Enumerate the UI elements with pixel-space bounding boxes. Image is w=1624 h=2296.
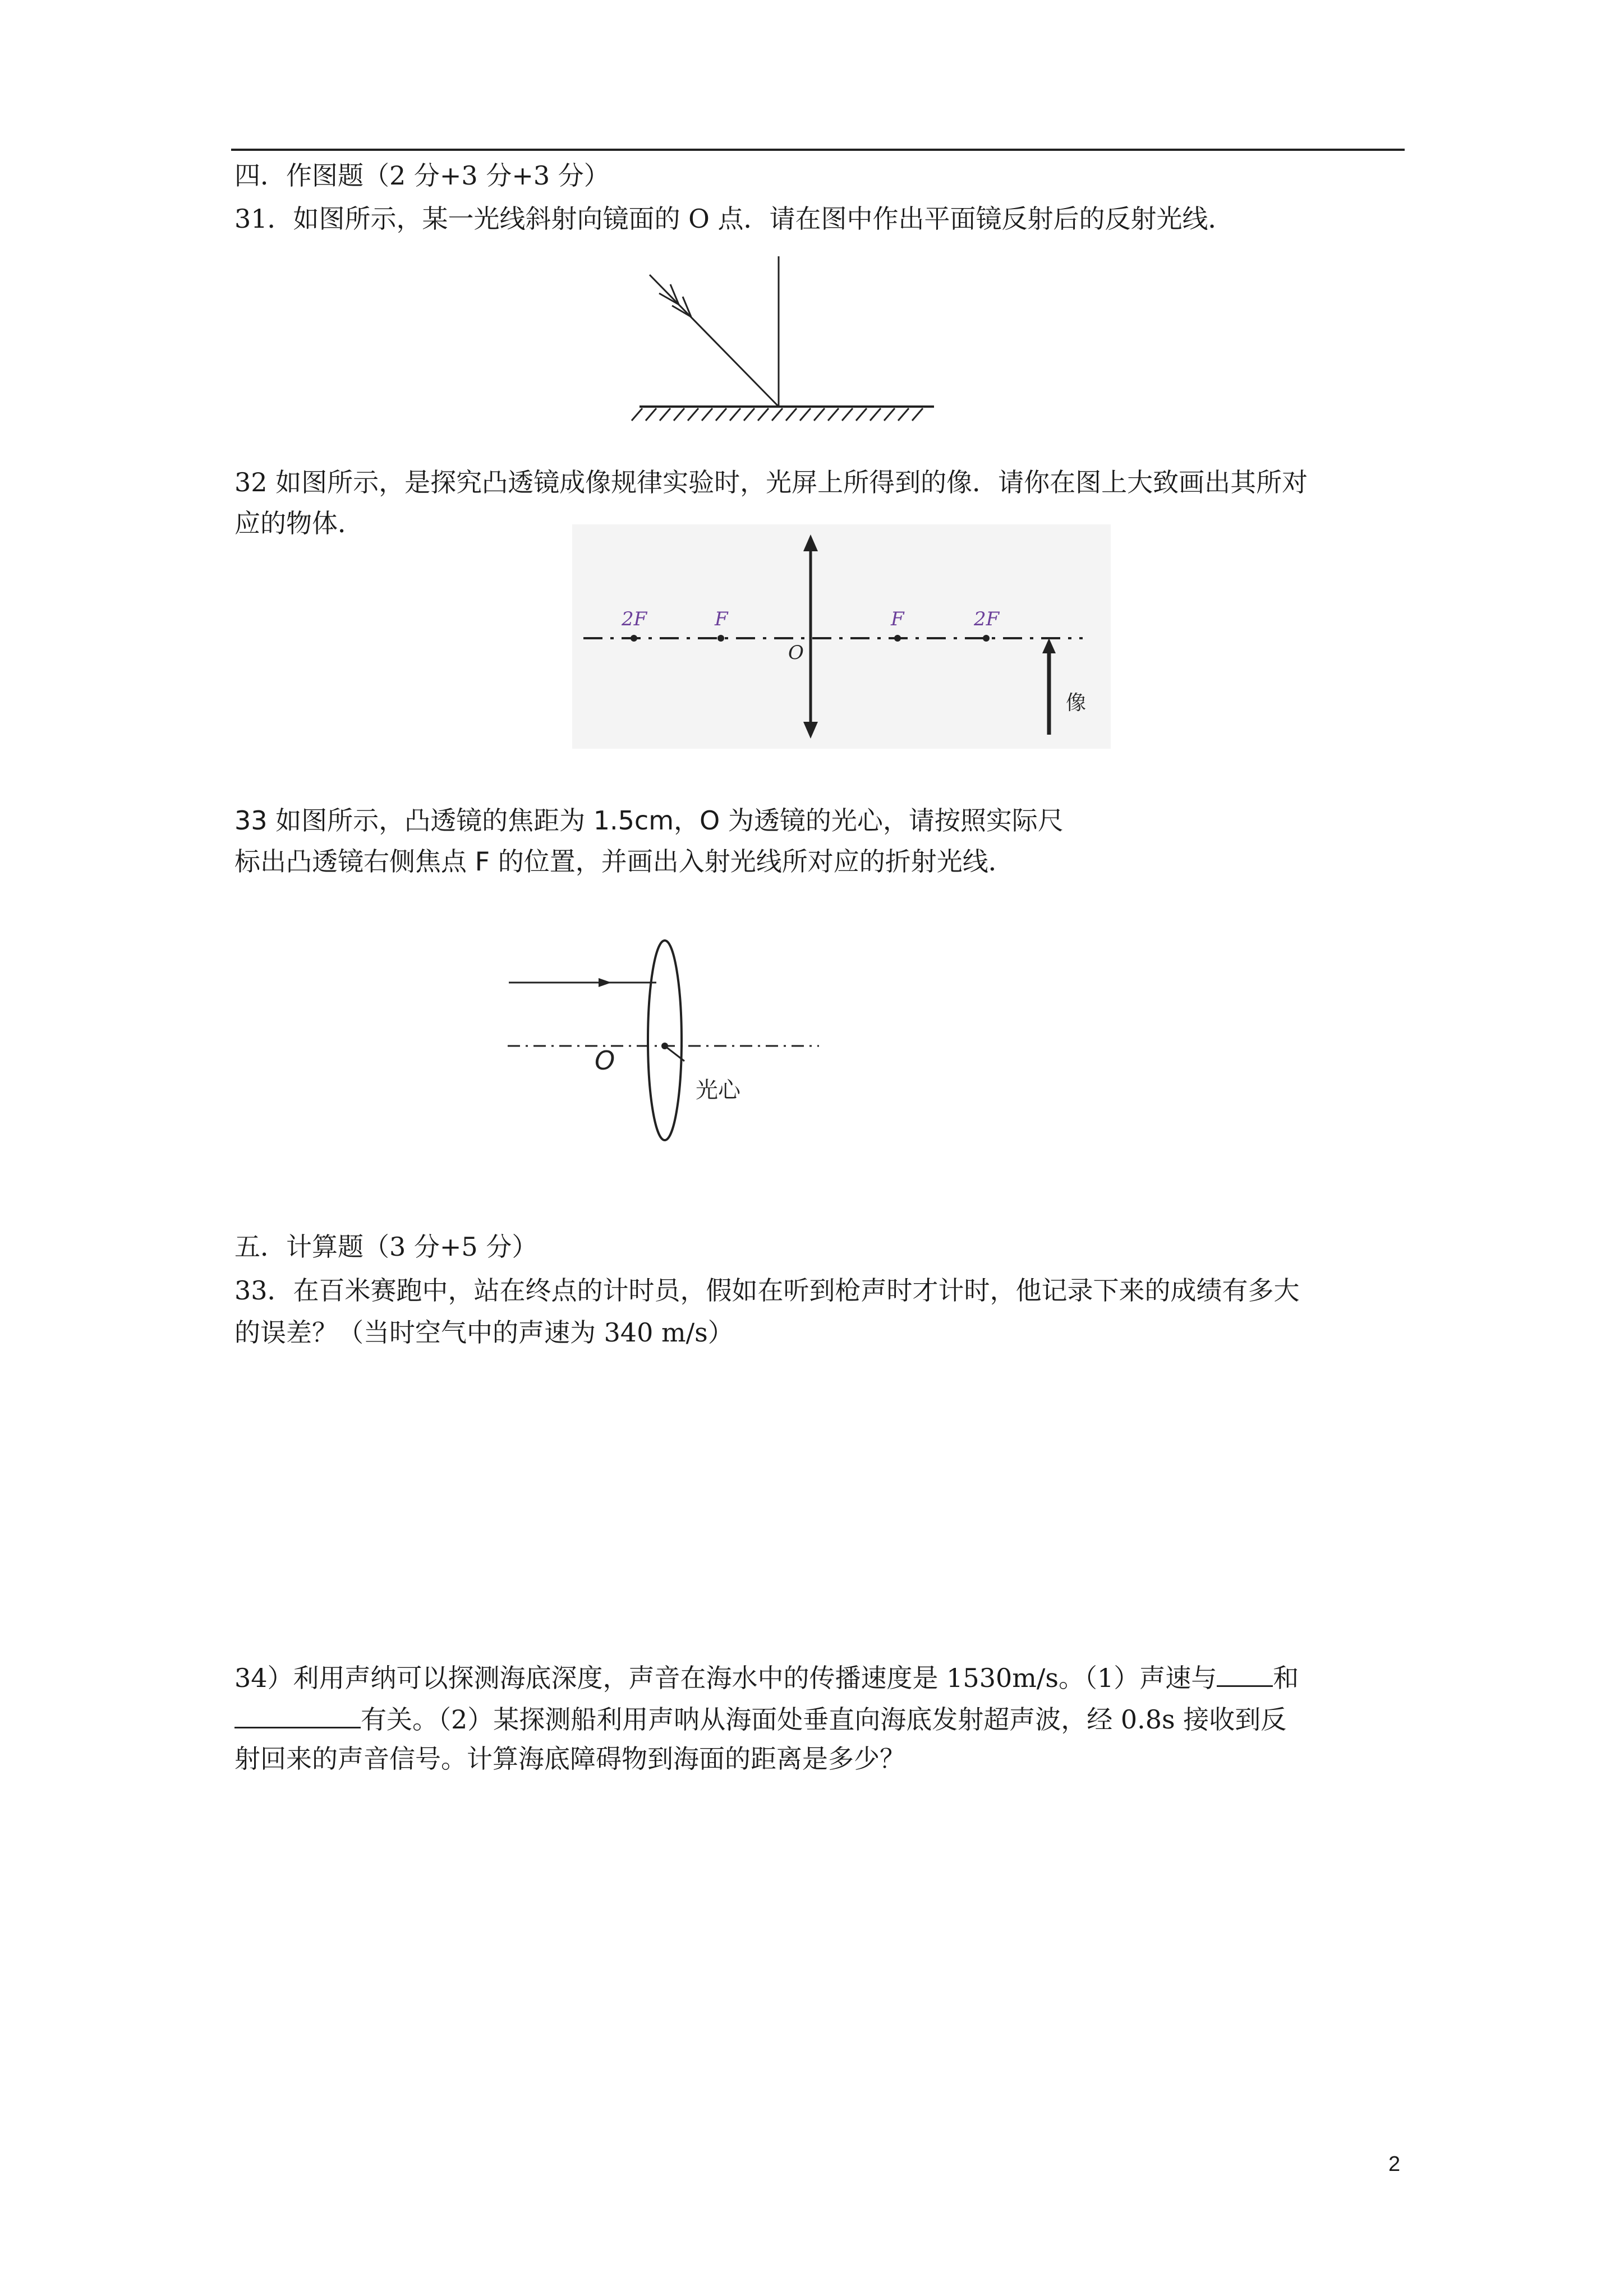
q32-label-2f-right: 2F — [974, 608, 1000, 630]
q31-mirror-figure — [628, 250, 942, 429]
q33-label-o: O — [595, 1045, 615, 1076]
q31-incident-ray — [650, 275, 779, 407]
q34-line1-text: 34）利用声纳可以探测海底深度，声音在海水中的传播速度是 1530m/s。（1）声速与 — [234, 1663, 1217, 1693]
q32-text-line1: 32 如图所示，是探究凸透镜成像规律实验时，光屏上所得到的像．请你在图上大致画出其所对 — [234, 467, 1308, 497]
q34-line2-text: 有关。（2）某探测船利用声呐从海面处垂直向海底发射超声波，经 0.8s 接收到反 — [361, 1704, 1287, 1735]
q32-label-2f-left: 2F — [622, 608, 647, 630]
section5-heading: 五．计算题（3 分+5 分） — [234, 1232, 538, 1262]
q34-line2 — [234, 1700, 1286, 1736]
q33-lens-ellipse — [648, 940, 682, 1140]
q32-label-f-right: F — [891, 608, 904, 630]
q31-text: 31．如图所示，某一光线斜射向镜面的 O 点．请在图中作出平面镜反射后的反射光线． — [234, 204, 1234, 234]
q32-label-o: O — [788, 642, 804, 664]
q32-label-f-left: F — [715, 608, 728, 630]
q32-label-image: 像 — [1066, 691, 1087, 714]
q32-text-line2: 应的物体． — [234, 508, 364, 538]
q34-blank-2[interactable] — [234, 1700, 361, 1728]
q34-line1-tail: 和 — [1273, 1663, 1299, 1693]
q33-calc-line1: 33．在百米赛跑中，站在终点的计时员，假如在听到枪声时才计时，他记录下来的成绩有多大 — [234, 1275, 1300, 1306]
q34-line3: 射回来的声音信号。计算海底障碍物到海面的距离是多少？ — [234, 1744, 905, 1774]
q33-fig-text-line1: 33 如图所示，凸透镜的焦距为 1.5cm，O 为透镜的光心，请按照实际尺 — [234, 805, 1064, 836]
q33-calc-line2: 的误差？（当时空气中的声速为 340 m/s） — [234, 1317, 734, 1348]
page-number: 2 — [1388, 2152, 1401, 2176]
q34-blank-1[interactable] — [1217, 1658, 1273, 1687]
q34-line1 — [234, 1658, 1299, 1695]
q33-arrow-icon — [599, 978, 611, 987]
section4-heading: 四．作图题（2 分+3 分+3 分） — [234, 160, 610, 191]
header-rule — [231, 149, 1405, 151]
q33-fig-text-line2: 标出凸透镜右侧焦点 F 的位置，并画出入射光线所对应的折射光线． — [234, 846, 1014, 877]
q33-lens-figure — [502, 937, 827, 1150]
q33-label-center: 光心 — [696, 1077, 740, 1103]
q32-lens-figure — [572, 524, 1111, 749]
